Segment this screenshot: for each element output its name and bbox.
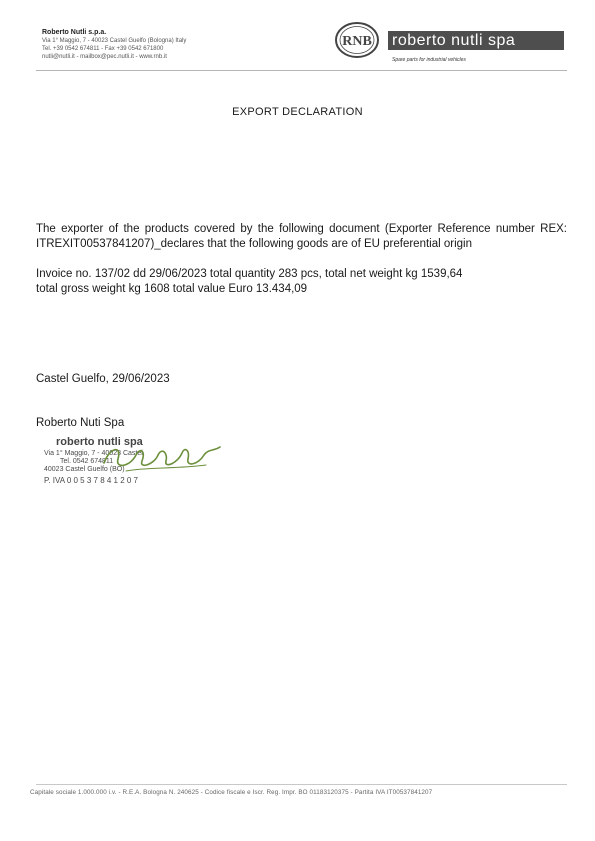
stamp-vat: P. IVA 0 0 5 3 7 8 4 1 2 0 7 <box>44 476 138 485</box>
signatory-name: Roberto Nuti Spa <box>36 417 125 429</box>
invoice-line-1: Invoice no. 137/02 dd 29/06/2023 total quantity 283 pcs, total net weight kg 1539,64 <box>36 268 463 280</box>
company-legal-footer: Capitale sociale 1.000.000 i.v. - R.E.A. Bologna N. 240625 - Codice fiscale e Iscr. Reg. Impr. BO 01183120375 - Partita IVA IT00537841207 <box>30 789 433 796</box>
company-stamp <box>44 435 214 490</box>
logo-monogram: RNB <box>342 34 372 49</box>
logo-tagline: Spare parts for industrial vehicles <box>392 57 466 63</box>
stamp-address: Via 1° Maggio, 7 - 40023 Castel <box>44 450 143 457</box>
rnb-logo-icon <box>334 21 380 59</box>
handwritten-signature-icon <box>96 437 226 477</box>
header-divider <box>36 70 567 71</box>
declaration-text: The exporter of the products covered by the following document (Exporter Reference number REX: ITREXIT00537841207)_declares that the following goods are of EU preferential origin <box>36 223 567 250</box>
stamp-company-name: roberto nutli spa <box>56 436 143 448</box>
company-name: Roberto Nutli s.p.a. <box>42 29 107 36</box>
place-and-date: Castel Guelfo, 29/06/2023 <box>36 373 170 385</box>
stamp-phone: Tel. 0542 674811 <box>60 458 114 465</box>
document-title: EXPORT DECLARATION <box>232 106 363 118</box>
logo-wordmark: roberto nutli spa <box>388 31 564 50</box>
footer-divider <box>36 784 567 785</box>
invoice-line-2: total gross weight kg 1608 total value Euro 13.434,09 <box>36 283 308 295</box>
company-email: nutli@nutli.it - mailbox@pec.nutli.it - www.rnb.it <box>42 54 167 60</box>
company-address: Via 1° Maggio, 7 - 40023 Castel Guelfo (Bologna) Italy <box>42 38 187 44</box>
company-header <box>42 28 272 61</box>
invoice-details <box>36 267 567 297</box>
company-phone: Tel. +39 0542 674811 - Fax +39 0542 671800 <box>42 46 164 52</box>
stamp-city: 40023 Castel Guelfo (BO) <box>44 466 125 473</box>
